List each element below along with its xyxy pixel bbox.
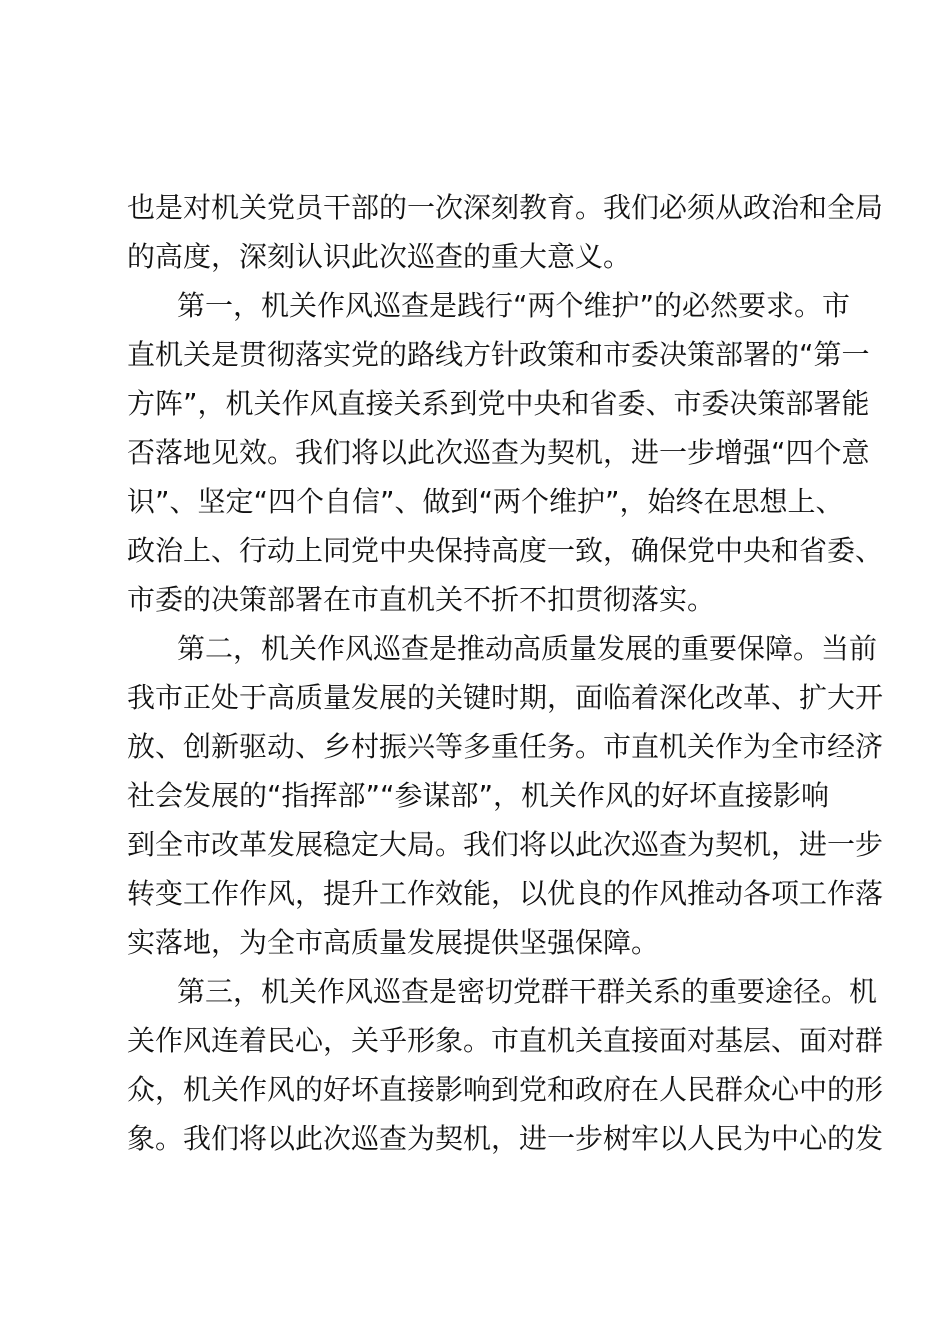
text-line: 也是对机关党员干部的一次深刻教育。我们必须从政治和全局	[127, 191, 884, 224]
text-line: 否落地见效。我们将以此次巡查为契机，进一步增强“四个意	[127, 436, 870, 469]
text-line: 方阵”，机关作风直接关系到党中央和省委、市委决策部署能	[127, 387, 870, 420]
text-line: 我市正处于高质量发展的关键时期，面临着深化改革、扩大开	[127, 681, 884, 714]
text-line: 到全市改革发展稳定大局。我们将以此次巡查为契机，进一步	[127, 828, 884, 861]
text-line: 的高度，深刻认识此次巡查的重大意义。	[127, 240, 632, 273]
text-line: 第二，机关作风巡查是推动高质量发展的重要保障。当前	[177, 632, 878, 665]
text-line: 第一，机关作风巡查是践行“两个维护”的必然要求。市	[177, 289, 851, 322]
text-line: 放、创新驱动、乡村振兴等多重任务。市直机关作为全市经济	[127, 730, 884, 763]
text-line: 识”、坚定“四个自信”、做到“两个维护”，始终在思想上、	[127, 485, 844, 518]
text-line: 第三，机关作风巡查是密切党群干群关系的重要途径。机	[177, 975, 878, 1008]
text-line: 众，机关作风的好坏直接影响到党和政府在人民群众心中的形	[127, 1073, 884, 1106]
paragraph	[127, 624, 884, 967]
paragraph	[127, 281, 884, 624]
text-line: 关作风连着民心，关乎形象。市直机关直接面对基层、面对群	[127, 1024, 884, 1057]
text-line: 转变工作作风，提升工作效能，以优良的作风推动各项工作落	[127, 877, 884, 910]
document-body	[127, 183, 884, 1163]
text-line: 象。我们将以此次巡查为契机，进一步树牢以人民为中心的发	[127, 1122, 884, 1155]
text-line: 实落地，为全市高质量发展提供坚强保障。	[127, 926, 660, 959]
text-line: 市委的决策部署在市直机关不折不扣贯彻落实。	[127, 583, 716, 616]
text-line: 社会发展的“指挥部”“参谋部”，机关作风的好坏直接影响	[127, 779, 830, 812]
paragraph	[127, 183, 884, 281]
paragraph	[127, 967, 884, 1163]
text-line: 直机关是贯彻落实党的路线方针政策和市委决策部署的“第一	[127, 338, 870, 371]
text-line: 政治上、行动上同党中央保持高度一致，确保党中央和省委、	[127, 534, 884, 567]
